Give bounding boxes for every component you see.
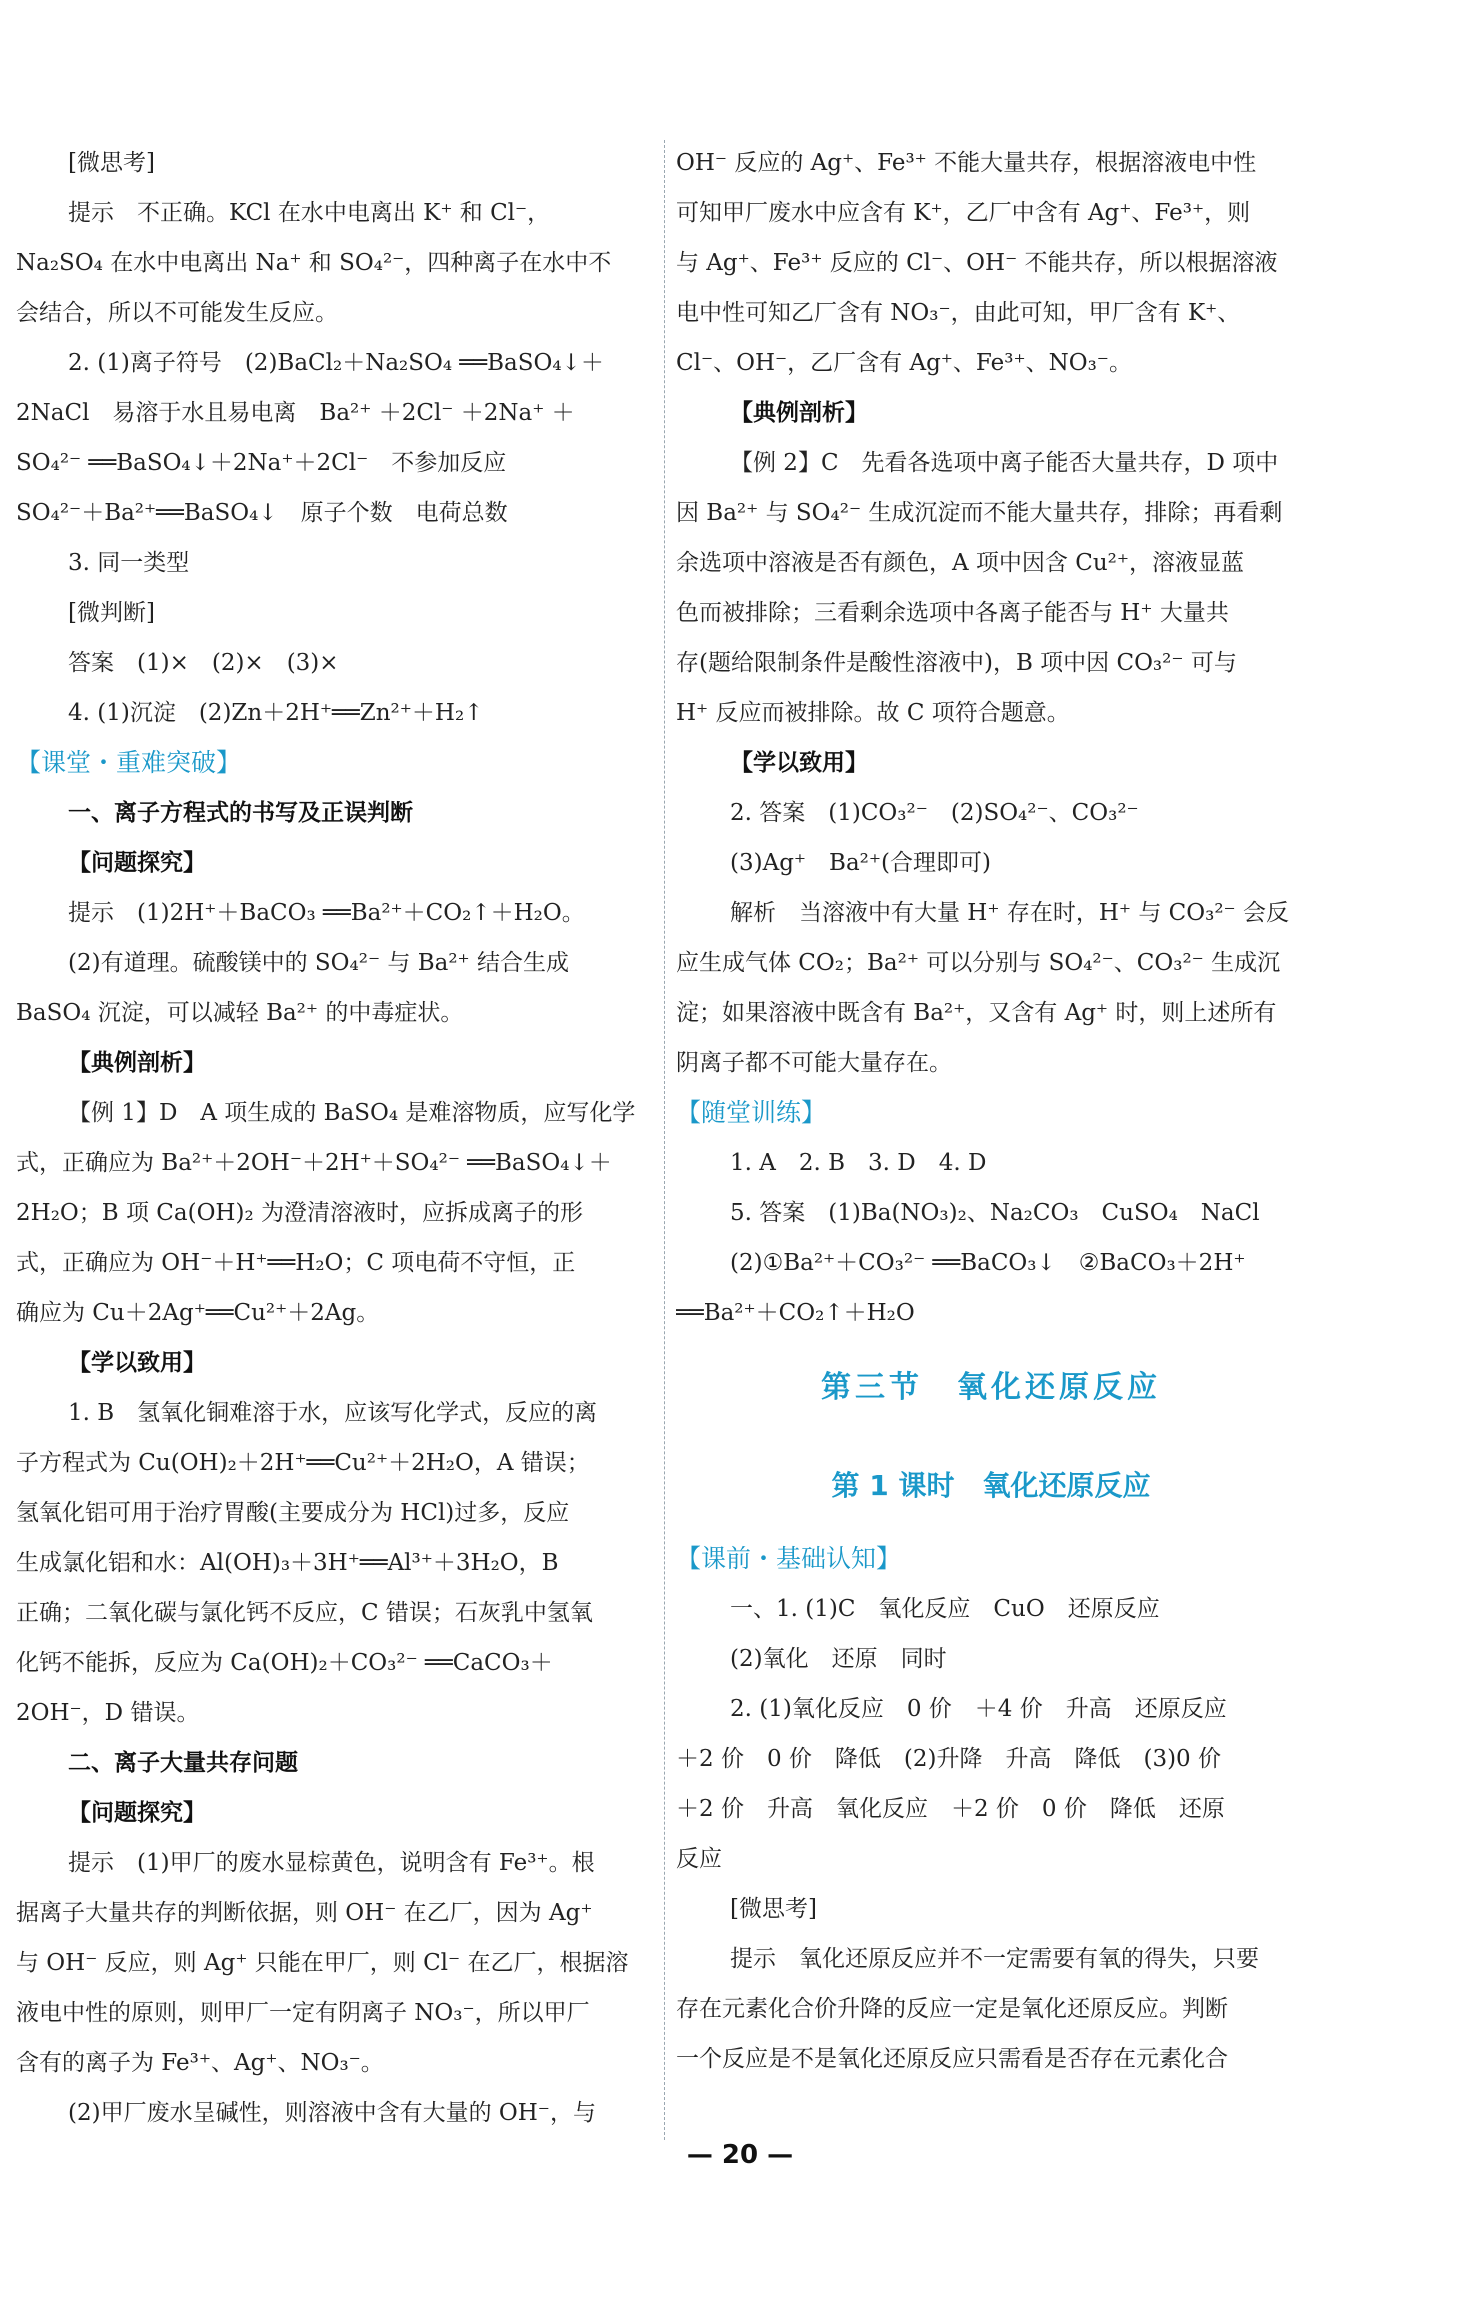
- text-line: 阴离子都不可能大量存在。: [676, 1050, 952, 1076]
- text-line: 含有的离子为 Fe³⁺、Ag⁺、NO₃⁻。: [16, 2050, 384, 2076]
- section-heading: 【课前・基础认知】: [676, 1544, 902, 1573]
- text-line: [微思考]: [730, 1896, 817, 1922]
- text-line: 氢氧化铝可用于治疗胃酸(主要成分为 HCl)过多，反应: [16, 1500, 570, 1526]
- text-line: 反应: [676, 1846, 722, 1872]
- text-line: 一、1. (1)C 氧化反应 CuO 还原反应: [730, 1596, 1160, 1622]
- text-line: (2)有道理。硫酸镁中的 SO₄²⁻ 与 Ba²⁺ 结合生成: [68, 950, 569, 976]
- page-number: — 20 —: [686, 2140, 794, 2170]
- subheading: 【典例剖析】: [68, 1050, 206, 1076]
- subheading: 【问题探究】: [68, 1800, 206, 1826]
- section-heading: 【随堂训练】: [676, 1098, 827, 1127]
- text-line: 生成氯化铝和水：Al(OH)₃＋3H⁺══Al³⁺＋3H₂O，B: [16, 1550, 559, 1576]
- subheading: 【学以致用】: [68, 1350, 206, 1376]
- text-line: 余选项中溶液是否有颜色，A 项中因含 Cu²⁺，溶液显蓝: [676, 550, 1245, 576]
- column-divider: [664, 140, 665, 2140]
- text-line: 确应为 Cu＋2Ag⁺══Cu²⁺＋2Ag。: [16, 1300, 380, 1326]
- text-line: 淀；如果溶液中既含有 Ba²⁺，又含有 Ag⁺ 时，则上述所有: [676, 1000, 1277, 1026]
- text-line: 2. (1)氧化反应 0 价 ＋4 价 升高 还原反应: [730, 1696, 1227, 1722]
- text-line: 一个反应是不是氧化还原反应只需看是否存在元素化合: [676, 2046, 1228, 2072]
- text-line: SO₄²⁻＋Ba²⁺══BaSO₄↓ 原子个数 电荷总数: [16, 500, 508, 526]
- text-line: [微思考]: [68, 150, 155, 176]
- text-line: ＋2 价 升高 氧化反应 ＋2 价 0 价 降低 还原: [676, 1796, 1225, 1822]
- text-line: 提示 (1)甲厂的废水显棕黄色，说明含有 Fe³⁺。根: [68, 1850, 595, 1876]
- text-line: 液电中性的原则，则甲厂一定有阴离子 NO₃⁻，所以甲厂: [16, 2000, 590, 2026]
- text-line: 【例 1】D A 项生成的 BaSO₄ 是难溶物质，应写化学: [68, 1100, 636, 1126]
- text-line: 2. 答案 (1)CO₃²⁻ (2)SO₄²⁻、CO₃²⁻: [730, 800, 1139, 826]
- text-line: 电中性可知乙厂含有 NO₃⁻，由此可知，甲厂含有 K⁺、: [676, 300, 1241, 326]
- text-line: 与 Ag⁺、Fe³⁺ 反应的 Cl⁻、OH⁻ 不能共存，所以根据溶液: [676, 250, 1278, 276]
- lesson-title: 第 1 课时 氧化还原反应: [831, 1469, 1151, 1502]
- text-line: 与 OH⁻ 反应，则 Ag⁺ 只能在甲厂，则 Cl⁻ 在乙厂，根据溶: [16, 1950, 629, 1976]
- text-line: (2)①Ba²⁺＋CO₃²⁻ ══BaCO₃↓ ②BaCO₃＋2H⁺: [730, 1250, 1246, 1276]
- text-line: 可知甲厂废水中应含有 K⁺，乙厂中含有 Ag⁺、Fe³⁺，则: [676, 200, 1251, 226]
- text-line: 提示 不正确。KCl 在水中电离出 K⁺ 和 Cl⁻，: [68, 200, 551, 226]
- text-line: 色而被排除；三看剩余选项中各离子能否与 H⁺ 大量共: [676, 600, 1229, 626]
- text-line: 答案 (1)× (2)× (3)×: [68, 650, 339, 676]
- text-line: 应生成气体 CO₂；Ba²⁺ 可以分别与 SO₄²⁻、CO₃²⁻ 生成沉: [676, 950, 1281, 976]
- subheading: 一、离子方程式的书写及正误判断: [68, 800, 413, 826]
- text-line: OH⁻ 反应的 Ag⁺、Fe³⁺ 不能大量共存，根据溶液电中性: [676, 150, 1257, 176]
- subheading: 二、离子大量共存问题: [68, 1750, 298, 1776]
- text-line: 【例 2】C 先看各选项中离子能否大量共存，D 项中: [730, 450, 1279, 476]
- text-line: ══Ba²⁺＋CO₂↑＋H₂O: [676, 1300, 915, 1326]
- text-line: 提示 氧化还原反应并不一定需要有氧的得失，只要: [730, 1946, 1259, 1972]
- text-line: 正确；二氧化碳与氯化钙不反应，C 错误；石灰乳中氢氧: [16, 1600, 593, 1626]
- text-line: 2H₂O；B 项 Ca(OH)₂ 为澄清溶液时，应拆成离子的形: [16, 1200, 583, 1226]
- section-heading: 【课堂・重难突破】: [16, 748, 242, 777]
- text-line: SO₄²⁻ ══BaSO₄↓＋2Na⁺＋2Cl⁻ 不参加反应: [16, 450, 507, 476]
- text-line: (2)甲厂废水呈碱性，则溶液中含有大量的 OH⁻，与: [68, 2100, 596, 2126]
- text-line: [微判断]: [68, 600, 155, 626]
- text-line: 2. (1)离子符号 (2)BaCl₂＋Na₂SO₄ ══BaSO₄↓＋: [68, 350, 604, 376]
- text-line: 式，正确应为 OH⁻＋H⁺══H₂O；C 项电荷不守恒，正: [16, 1250, 576, 1276]
- text-line: 存(题给限制条件是酸性溶液中)，B 项中因 CO₃²⁻ 可与: [676, 650, 1237, 676]
- subheading: 【学以致用】: [730, 750, 868, 776]
- text-line: 1. B 氢氧化铜难溶于水，应该写化学式，反应的离: [68, 1400, 598, 1426]
- text-line: 提示 (1)2H⁺＋BaCO₃ ══Ba²⁺＋CO₂↑＋H₂O。: [68, 900, 585, 926]
- text-line: 子方程式为 Cu(OH)₂＋2H⁺══Cu²⁺＋2H₂O，A 错误；: [16, 1450, 590, 1476]
- left-column: [16, 138, 654, 2138]
- text-line: 据离子大量共存的判断依据，则 OH⁻ 在乙厂，因为 Ag⁺: [16, 1900, 593, 1926]
- text-line: 2OH⁻，D 错误。: [16, 1700, 200, 1726]
- text-line: (3)Ag⁺ Ba²⁺(合理即可): [730, 850, 991, 876]
- text-line: 解析 当溶液中有大量 H⁺ 存在时，H⁺ 与 CO₃²⁻ 会反: [730, 900, 1289, 926]
- text-line: Cl⁻、OH⁻，乙厂含有 Ag⁺、Fe³⁺、NO₃⁻。: [676, 350, 1132, 376]
- text-line: BaSO₄ 沉淀，可以减轻 Ba²⁺ 的中毒症状。: [16, 1000, 464, 1026]
- text-line: 存在元素化合价升降的反应一定是氧化还原反应。判断: [676, 1996, 1228, 2022]
- right-column: [676, 138, 1306, 2084]
- text-line: Na₂SO₄ 在水中电离出 Na⁺ 和 SO₄²⁻，四种离子在水中不: [16, 250, 612, 276]
- text-line: 4. (1)沉淀 (2)Zn＋2H⁺══Zn²⁺＋H₂↑: [68, 700, 484, 726]
- text-line: ＋2 价 0 价 降低 (2)升降 升高 降低 (3)0 价: [676, 1746, 1221, 1772]
- text-line: H⁺ 反应而被排除。故 C 项符合题意。: [676, 700, 1070, 726]
- text-line: 3. 同一类型: [68, 550, 190, 576]
- text-line: 因 Ba²⁺ 与 SO₄²⁻ 生成沉淀而不能大量共存，排除；再看剩: [676, 500, 1283, 526]
- chapter-title: 第三节 氧化还原反应: [821, 1370, 1161, 1405]
- text-line: 5. 答案 (1)Ba(NO₃)₂、Na₂CO₃ CuSO₄ NaCl: [730, 1200, 1260, 1226]
- text-line: 式，正确应为 Ba²⁺＋2OH⁻＋2H⁺＋SO₄²⁻ ══BaSO₄↓＋: [16, 1150, 612, 1176]
- subheading: 【问题探究】: [68, 850, 206, 876]
- text-line: 1. A 2. B 3. D 4. D: [730, 1150, 987, 1176]
- subheading: 【典例剖析】: [730, 400, 868, 426]
- text-line: (2)氧化 还原 同时: [730, 1646, 947, 1672]
- text-line: 会结合，所以不可能发生反应。: [16, 300, 338, 326]
- text-line: 化钙不能拆，反应为 Ca(OH)₂＋CO₃²⁻ ══CaCO₃＋: [16, 1650, 553, 1676]
- text-line: 2NaCl 易溶于水且易电离 Ba²⁺ ＋2Cl⁻ ＋2Na⁺ ＋: [16, 400, 575, 426]
